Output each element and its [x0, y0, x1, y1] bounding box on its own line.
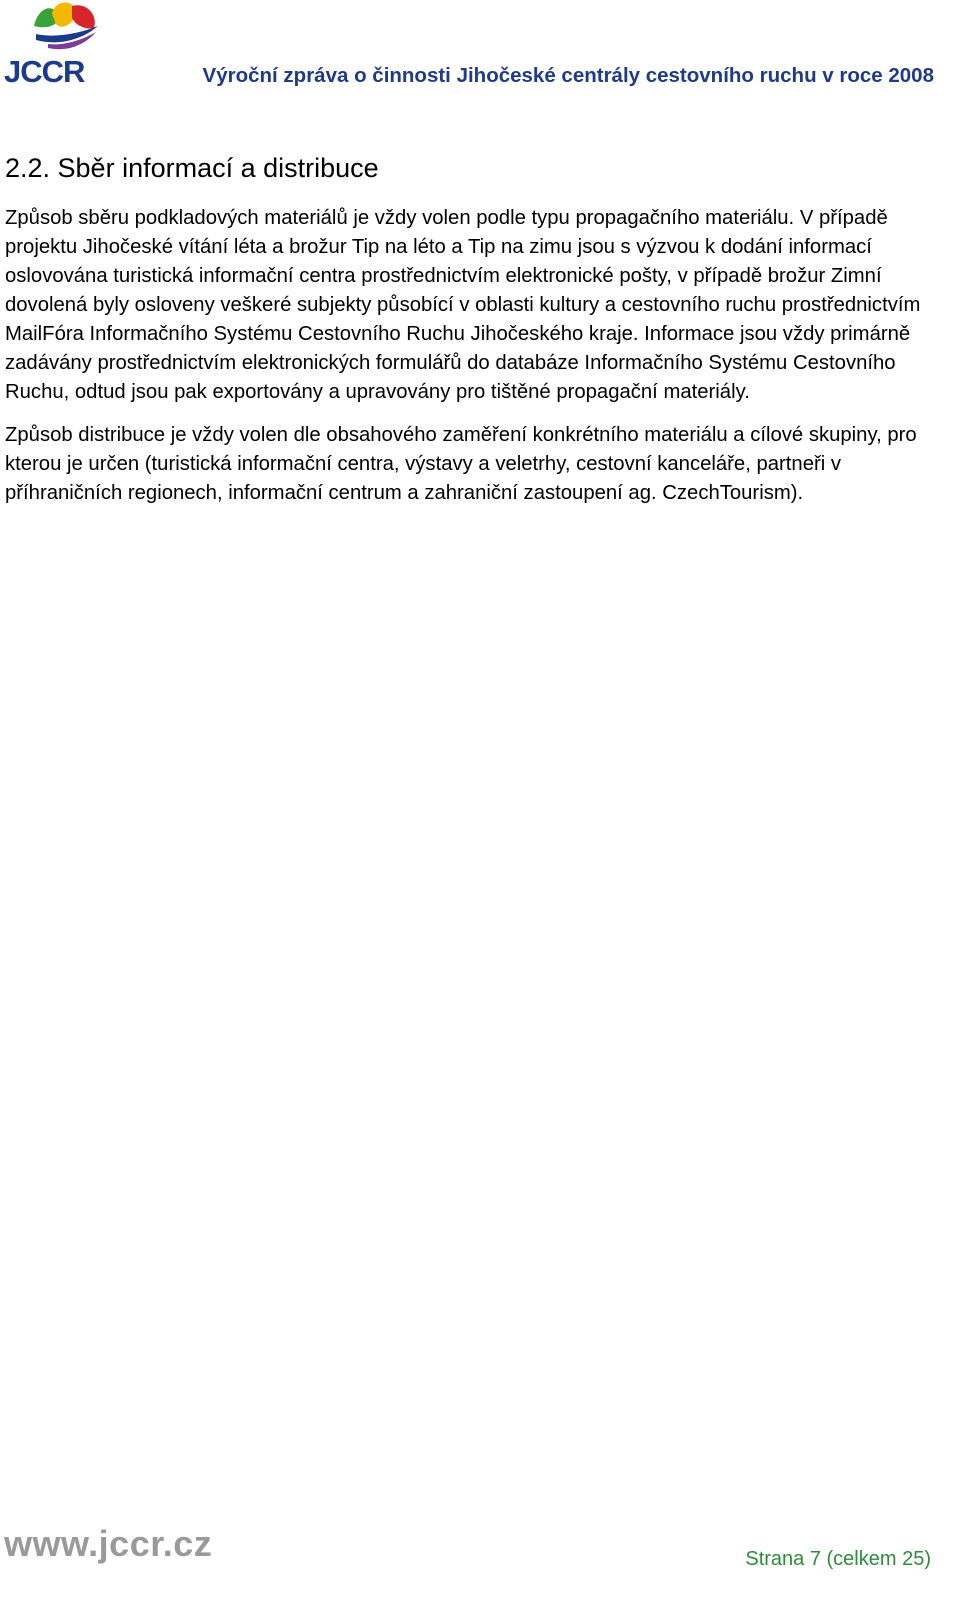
paragraph-collection: Způsob sběru podkladových materiálů je vždy volen podle typu propagačního materiálu. V případě projektu Jihočeské vítání léta a brožur Tip na léto a Tip na zimu jsou s výzvou k dodání informací oslovována turistická informační centra prostřednictvím elektronické pošty, v případě brožur Zimní dovolená byly osloveny veškeré subjekty působící v oblasti kultury a cestovního ruchu prostřednictvím MailFóra Informačního Systému Cestovního Ruchu Jihočeského kraje. Informace jsou vždy primárně zadávány prostřednictvím elektronických formulářů do databáze Informačního Systému Cestovního Ruchu, odtud jsou pak exportovány a upravovány pro tištěné propagační materiály. [5, 207, 921, 403]
logo-wordmark: JCCR [4, 54, 85, 89]
page-header [0, 0, 960, 100]
jccr-logo [4, 0, 104, 92]
footer-website-link[interactable]: www.jccr.cz [4, 1523, 213, 1564]
main-content [5, 150, 935, 522]
paragraph-distribution: Způsob distribuce je vždy volen dle obsahového zaměření konkrétního materiálu a cílové skupiny, pro kterou je určen (turistická informační centra, výstavy a veletrhy, cestovní kanceláře, partneři v příhraničních regionech, informační centrum a zahraniční zastoupení ag. CzechTourism). [5, 424, 917, 504]
section-heading: 2.2. Sběr informací a distribuce [5, 153, 379, 183]
footer-page-number: Strana 7 (celkem 25) [745, 1548, 931, 1570]
logo-emblem-icon [30, 0, 102, 52]
document-title: Výroční zpráva o činnosti Jihočeské centrály cestovního ruchu v roce 2008 [202, 64, 934, 87]
